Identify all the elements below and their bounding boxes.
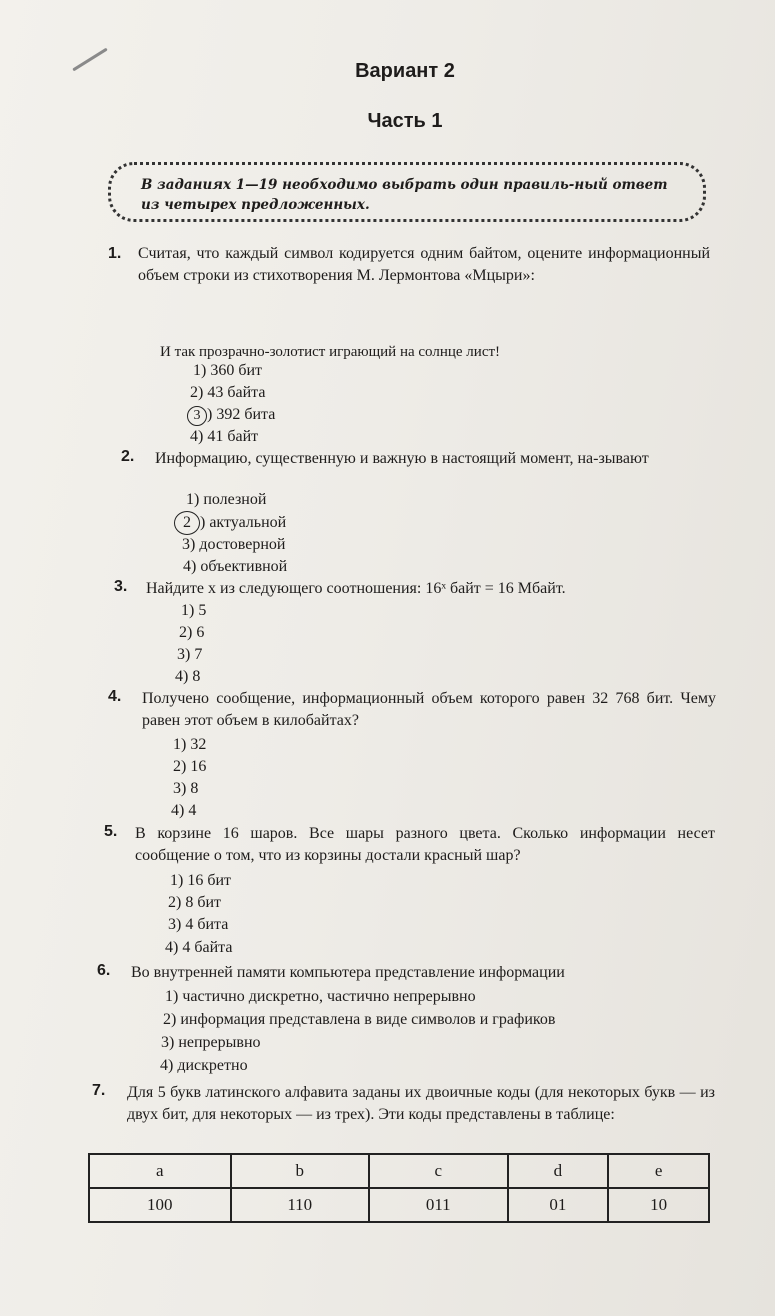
question-text: Считая, что каждый символ кодируется одним байтом, оцените информационный объем строки из стихотворения М. Лермонтова «Мцыри»:: [138, 245, 710, 284]
answer-option: 3) достоверной: [182, 536, 286, 553]
answer-option: 4) 4 байта: [165, 939, 233, 956]
question-number: 5.: [104, 823, 118, 840]
table-cell: 100: [89, 1188, 231, 1222]
question-text: Для 5 букв латинского алфавита заданы их двоичные коды (для некоторых букв — из двух бит, для некоторых — из трех). Эти коды представлены в таблице:: [127, 1084, 715, 1123]
table-row-codes: [89, 1188, 709, 1222]
table-row-letters: [89, 1154, 709, 1188]
table-cell: c: [369, 1154, 508, 1188]
question-text: Найдите x из следующего соотношения: 16ˣ байт = 16 Мбайт.: [146, 580, 566, 597]
answer-option-selected: [180, 511, 286, 535]
answer-option: 2) 6: [179, 624, 205, 641]
answer-option-text: ) 392 бита: [207, 406, 276, 423]
poem-quote: И так прозрачно-золотист играющий на солнце лист!: [160, 344, 501, 360]
question-number: 6.: [97, 962, 111, 979]
question-number: 2.: [121, 448, 135, 465]
table-cell: d: [508, 1154, 609, 1188]
table-cell: 011: [369, 1188, 508, 1222]
question-number: 3.: [114, 578, 128, 595]
answer-option: 1) 16 бит: [170, 872, 232, 889]
question-text: В корзине 16 шаров. Все шары разного цвета. Сколько информации несет сообщение о том, что из корзины достали красный шар?: [135, 825, 715, 864]
answer-option: 3) 8: [173, 780, 199, 797]
answer-option: 4) 8: [175, 668, 201, 685]
answer-option-selected: [190, 404, 275, 426]
question-text: Во внутренней памяти компьютера представление информации: [131, 964, 565, 981]
question-text: Получено сообщение, информационный объем которого равен 32 768 бит. Чему равен этот объем в килобайтах?: [142, 690, 716, 729]
table-cell: b: [231, 1154, 370, 1188]
part-title: Часть 1: [367, 110, 443, 132]
answer-option: 2) 8 бит: [168, 894, 222, 911]
question-number: 7.: [92, 1082, 106, 1099]
answer-option: 1) 360 бит: [193, 362, 263, 379]
answer-option: 1) 32: [173, 736, 207, 753]
answer-option: 2) информация представлена в виде символов и графиков: [163, 1011, 556, 1028]
answer-option: 3) 7: [177, 646, 203, 663]
answer-option: 4) 4: [171, 802, 197, 819]
answer-option: 2) 16: [173, 758, 207, 775]
question-number: 4.: [108, 688, 122, 705]
binary-code-table: [88, 1153, 710, 1223]
table-cell: e: [608, 1154, 709, 1188]
table-cell: 110: [231, 1188, 370, 1222]
answer-option: 1) 5: [181, 602, 207, 619]
answer-option: 3) непрерывно: [161, 1034, 261, 1051]
answer-option-text: ) актуальной: [200, 514, 287, 531]
question-number: 1.: [108, 245, 122, 262]
instructions-box: В заданиях 1—19 необходимо выбрать один правиль-ный ответ из четырех предложенных.: [108, 162, 706, 222]
answer-circle-mark: 3: [187, 406, 207, 426]
answer-option: 1) частично дискретно, частично непрерывно: [165, 988, 476, 1005]
answer-option: 4) объективной: [183, 558, 288, 575]
table-cell: 10: [608, 1188, 709, 1222]
question-text: Информацию, существенную и важную в настоящий момент, на-зывают: [155, 450, 649, 467]
variant-title: Вариант 2: [355, 60, 455, 82]
answer-option: 4) 41 байт: [190, 428, 259, 445]
answer-option: 3) 4 бита: [168, 916, 229, 933]
answer-option: 1) полезной: [186, 491, 267, 508]
answer-circle-mark: 2: [174, 511, 200, 535]
answer-option: 4) дискретно: [160, 1057, 248, 1074]
table-cell: 01: [508, 1188, 609, 1222]
answer-option: 2) 43 байта: [190, 384, 266, 401]
table-cell: a: [89, 1154, 231, 1188]
